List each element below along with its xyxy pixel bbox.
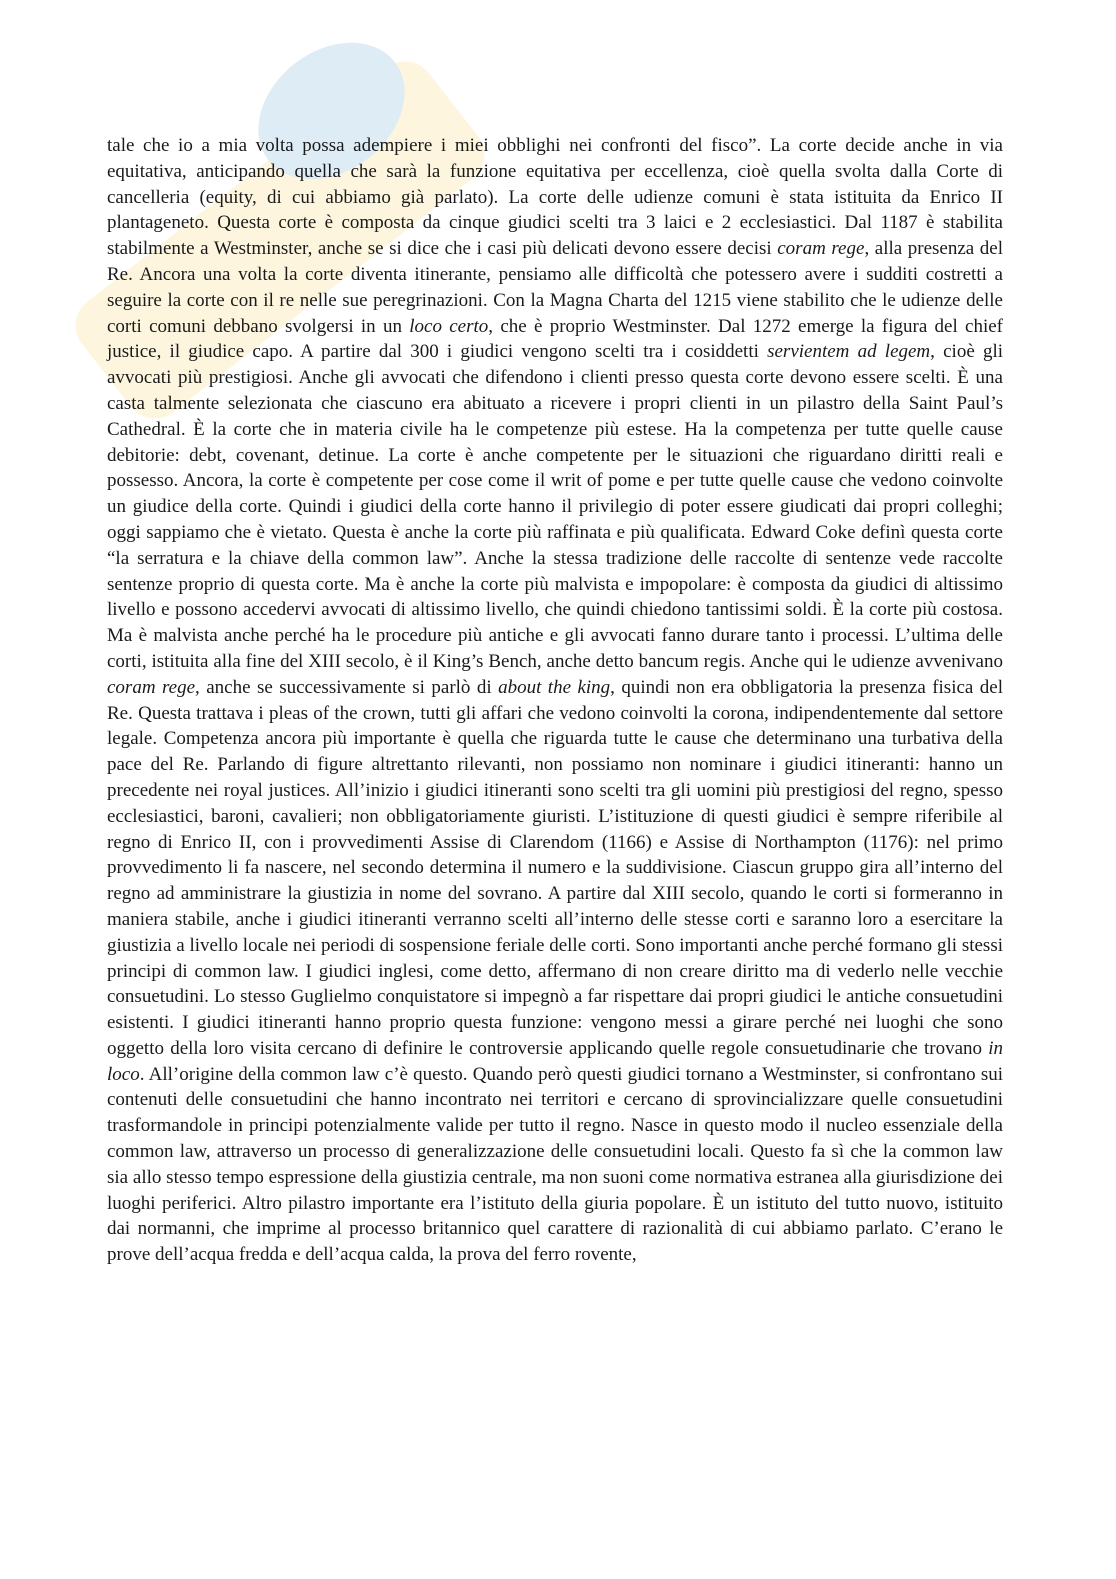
- text-segment: . All’origine della common law c’è questo. Quando però questi giudici tornano a Westminster, si confrontano sui contenuti delle consuetudini che hanno incontrato nei territori e cercano di sprovincializzare quelle consuetudini trasformandole in principi potenzialmente valide per tutto il regno. Nasce in questo modo il nucleo essenziale della common law, attraverso un processo di generalizzazione delle consuetudini locali. Questo fa sì che la common law sia allo stesso tempo espressione della giustizia centrale, ma non suoni come normativa estranea alla giurisdizione dei luoghi periferici. Altro pilastro importante era l’istituto della giuria popolare. È un istituto del tutto nuovo, istituito dai normanni, che imprime al processo britannico quel carattere di razionalità di cui abbiamo parlato. C’erano le prove dell’acqua fredda e dell’acqua calda, la prova del ferro rovente,: [107, 1063, 1003, 1266]
- italic-term: coram rege: [777, 238, 865, 260]
- italic-term: in loco: [107, 1037, 1003, 1085]
- body-paragraph: [107, 133, 1003, 1268]
- text-segment: , che è proprio Westminster. Dal 1272 emerge la figura del chief justice, il giudice capo. A partire dal 300 i giudici vengono scelti tra i cosiddetti: [107, 315, 1003, 363]
- italic-term: servientem ad legem: [767, 341, 931, 363]
- italic-term: loco certo: [409, 315, 489, 337]
- italic-term: coram rege: [107, 676, 196, 698]
- body-text: [107, 133, 1003, 1268]
- text-segment: , anche se successivamente si parlò di: [195, 676, 499, 698]
- italic-term: about the king: [498, 676, 611, 698]
- text-segment: , quindi non era obbligatoria la presenza fisica del Re. Questa trattava i pleas of the crown, tutti gli affari che vedono coinvolti la corona, indipendentemente dal settore legale. Competenza ancora più importante è quella che riguarda tutte le cause che determinano una turbativa della pace del Re. Parlando di figure altrettanto rilevanti, non possiamo non nominare i giudici itineranti: hanno un precedente nei royal justices. All’inizio i giudici itineranti sono scelti tra gli uomini più prestigiosi del regno, spesso ecclesiastici, baroni, cavalieri; non obbligatoriamente giuristi. L’istituzione di questi giudici è sempre riferibile al regno di Enrico II, con i provvedimenti Assise di Clarendom (1166) e Assise di Northampton (1176): nel primo provvedimento li fa nascere, nel secondo determina il numero e la suddivisione. Ciascun gruppo gira all’interno del regno ad amministrare la giustizia in nome del sovrano. A partire dal XIII secolo, quando le corti si formeranno in maniera stabile, anche i giudici itineranti verranno scelti all’interno delle stesse corti e saranno loro a esercitare la giustizia a livello locale nei periodi di sospensione feriale delle corti. Sono importanti anche perché formano gli stessi principi di common law. I giudici inglesi, come detto, affermano di non creare diritto ma di vederlo nelle vecchie consuetudini. Lo stesso Guglielmo conquistatore si impegnò a far rispettare dai propri giudici le antiche consuetudini esistenti. I giudici itineranti hanno proprio questa funzione: vengono messi a girare perché nei luoghi che sono oggetto della loro visita cercano di definire le controversie applicando quelle regole consuetudinarie che trovano: [107, 676, 1003, 1059]
- text-segment: , cioè gli avvocati più prestigiosi. Anche gli avvocati che difendono i clienti presso questa corte devono essere scelti. È una casta talmente selezionata che ciascuno era abituato a ricevere i propri clienti in un pilastro della Saint Paul’s Cathedral. È la corte che in materia civile ha le competenze più estese. Ha la competenza per tutte quelle cause debitorie: debt, covenant, detinue. La corte è anche competente per le situazioni che riguardano diritti reali e possesso. Ancora, la corte è competente per cose come il writ of pome e per tutte quelle cause che vedono coinvolte un giudice della corte. Quindi i giudici della corte hanno il privilegio di poter essere giudicati dai propri colleghi; oggi sappiamo che è vietato. Questa è anche la corte più raffinata e più qualificata. Edward Coke definì questa corte “la serratura e la chiave della common law”. Anche la stessa tradizione delle raccolte di sentenze vede raccolte sentenze proprio di questa corte. Ma è anche la corte più malvista e impopolare: è composta da giudici di altissimo livello e possono accedervi avvocati di altissimo livello, che quindi chiedono tantissimi soldi. È la corte più costosa. Ma è malvista anche perché ha le procedure più antiche e gli avvocati fanno durare tanto i processi. L’ultima delle corti, istituita alla fine del XIII secolo, è il King’s Bench, anche detto bancum regis. Anche qui le udienze avvenivano: [107, 341, 1004, 672]
- text-segment: , alla presenza del Re. Ancora una volta la corte diventa itinerante, pensiamo alle difficoltà che potessero avere i sudditi costretti a seguire la corte con il re nelle sue peregrinazioni. Con la Magna Charta del 1215 viene stabilito che le udienze delle corti comuni debbano svolgersi in un: [107, 238, 1003, 337]
- text-segment: tale che io a mia volta possa adempiere i miei obblighi nei confronti del fisco”. La corte decide anche in via equitativa, anticipando quella che sarà la funzione equitativa per eccellenza, cioè quella svolta dalla Corte di cancelleria (equity, di cui abbiamo già parlato). La corte delle udienze comuni è stata istituita da Enrico II plantageneto. Questa corte è composta da cinque giudici scelti tra 3 laici e 2 ecclesiastici. Dal 1187 è stabilita stabilmente a Westminster, anche se si dice che i casi più delicati devono essere decisi: [107, 135, 1003, 260]
